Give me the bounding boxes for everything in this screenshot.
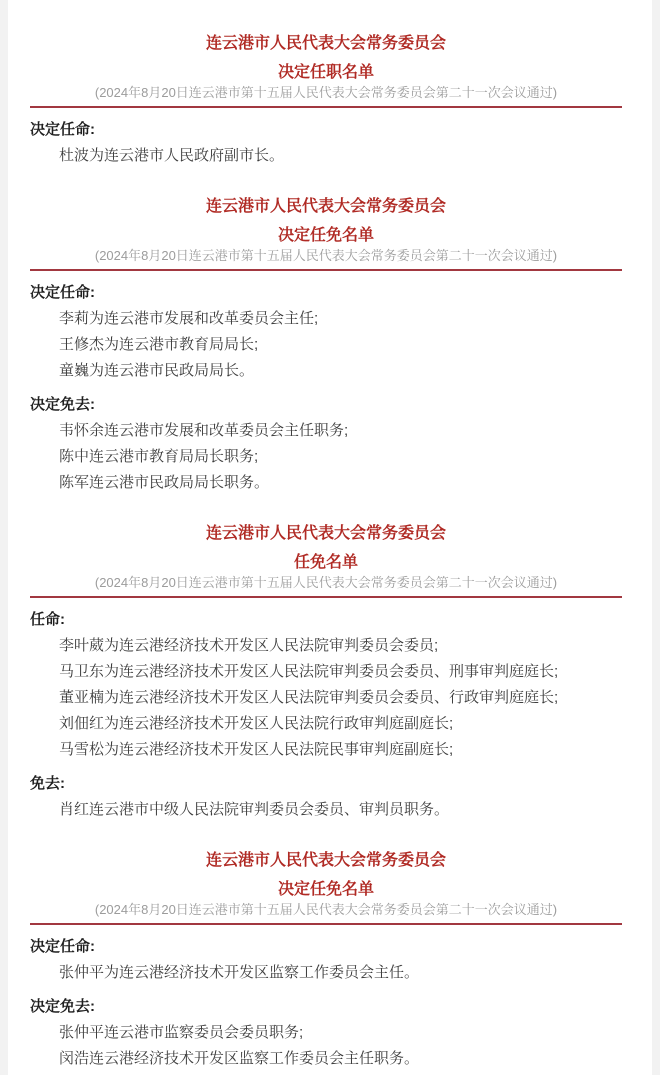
notice-section [30,523,622,820]
notice-section [30,33,622,166]
announcement-document [8,0,652,1075]
appointment-item: 张仲平为连云港经济技术开发区监察工作委员会主任。 [59,964,420,981]
appointment-item: 王修杰为连云港市教育局局长; [59,336,259,353]
org-title: 连云港市人民代表大会常务委员会 [205,198,446,215]
meeting-note: (2024年8月20日连云港市第十五届人民代表大会常务委员会第二十一次会议通过) [94,85,558,100]
org-title: 连云港市人民代表大会常务委员会 [205,525,446,542]
doc-title: 任免名单 [293,554,358,571]
appointment-item: 童巍为连云港市民政局局长。 [59,362,255,379]
decision-heading: 决定免去: [30,396,95,413]
appointment-item: 马雪松为连云港经济技术开发区人民法院民事审判庭副庭长; [59,741,454,758]
appointment-item: 李莉为连云港市发展和改革委员会主任; [59,310,319,327]
red-divider [30,596,622,598]
appointment-item: 韦怀余连云港市发展和改革委员会主任职务; [59,422,349,439]
appointment-item: 张仲平连云港市监察委员会委员职务; [59,1024,304,1041]
appointment-item: 闵浩连云港经济技术开发区监察工作委员会主任职务。 [59,1050,420,1067]
decision-heading: 任命: [30,611,65,628]
org-title: 连云港市人民代表大会常务委员会 [205,852,446,869]
appointment-item: 杜波为连云港市人民政府副市长。 [59,147,285,164]
decision-heading: 决定任命: [30,938,95,955]
red-divider [30,269,622,271]
doc-title: 决定任免名单 [277,227,374,244]
org-title: 连云港市人民代表大会常务委员会 [205,35,446,52]
appointment-item: 马卫东为连云港经济技术开发区人民法院审判委员会委员、刑事审判庭庭长; [59,663,559,680]
decision-heading: 决定免去: [30,998,95,1015]
red-divider [30,923,622,925]
meeting-note: (2024年8月20日连云港市第十五届人民代表大会常务委员会第二十一次会议通过) [94,902,558,917]
notice-section [30,850,622,1069]
red-divider [30,106,622,108]
notice-section [30,196,622,493]
decision-blocks [30,937,622,1069]
decision-blocks [30,120,622,166]
decision-blocks [30,610,622,820]
decision-heading: 决定任命: [30,284,95,301]
doc-title: 决定任免名单 [277,881,374,898]
decision-blocks [30,283,622,493]
meeting-note: (2024年8月20日连云港市第十五届人民代表大会常务委员会第二十一次会议通过) [94,575,558,590]
meeting-note: (2024年8月20日连云港市第十五届人民代表大会常务委员会第二十一次会议通过) [94,248,558,263]
appointment-item: 肖红连云港市中级人民法院审判委员会委员、审判员职务。 [59,801,450,818]
doc-title: 决定任职名单 [277,64,374,81]
appointment-item: 刘佃红为连云港经济技术开发区人民法院行政审判庭副庭长; [59,715,454,732]
appointment-item: 董亚楠为连云港经济技术开发区人民法院审判委员会委员、行政审判庭庭长; [59,689,559,706]
decision-heading: 免去: [30,775,65,792]
appointment-item: 陈中连云港市教育局局长职务; [59,448,259,465]
decision-heading: 决定任命: [30,121,95,138]
appointment-item: 陈军连云港市民政局局长职务。 [59,474,270,491]
appointment-item: 李叶葳为连云港经济技术开发区人民法院审判委员会委员; [59,637,439,654]
